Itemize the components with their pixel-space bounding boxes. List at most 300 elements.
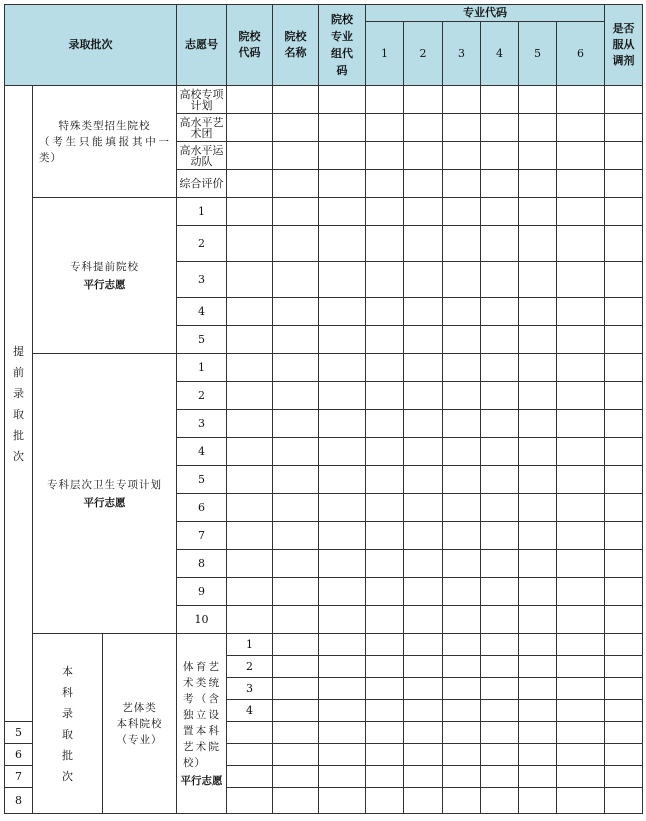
entry-cell[interactable] [605,766,643,788]
special-row-label: 高校专项计划 [177,86,227,114]
entry-cell[interactable] [443,326,481,354]
header-adjust: 是否 服从 调剂 [605,5,643,86]
entry-cell[interactable] [557,326,605,354]
entry-cell[interactable] [481,114,519,142]
choice-number: 8 [5,788,33,814]
entry-cell[interactable] [605,578,643,606]
entry-cell[interactable] [273,142,319,170]
entry-cell[interactable] [605,226,643,262]
entry-cell[interactable] [443,578,481,606]
entry-cell[interactable] [227,382,273,410]
entry-cell[interactable] [319,262,366,298]
entry-cell[interactable] [519,606,557,634]
special-row-label: 高水平艺术团 [177,114,227,142]
choice-number: 7 [5,766,33,788]
entry-cell[interactable] [404,788,443,814]
entry-cell[interactable] [481,382,519,410]
entry-cell[interactable] [519,170,557,198]
entry-cell[interactable] [273,494,319,522]
entry-cell[interactable] [319,744,366,766]
entry-cell[interactable] [319,722,366,744]
entry-cell[interactable] [481,606,519,634]
entry-cell[interactable] [557,550,605,578]
entry-cell[interactable] [319,700,366,722]
entry-cell[interactable] [443,522,481,550]
entry-cell[interactable] [557,788,605,814]
choice-number: 2 [227,656,273,678]
entry-cell[interactable] [481,550,519,578]
entry-cell[interactable] [319,226,366,262]
table-row [5,86,643,114]
entry-cell[interactable] [404,142,443,170]
entry-cell[interactable] [481,494,519,522]
header-school-code: 院校 代码 [227,5,273,86]
entry-cell[interactable] [273,114,319,142]
entry-cell[interactable] [366,226,404,262]
entry-cell[interactable] [443,766,481,788]
entry-cell[interactable] [519,700,557,722]
entry-cell[interactable] [404,438,443,466]
entry-cell[interactable] [404,114,443,142]
entry-cell[interactable] [404,198,443,226]
entry-cell[interactable] [227,578,273,606]
entry-cell[interactable] [519,142,557,170]
entry-cell[interactable] [481,700,519,722]
undergrad-batch-label: 本 科 录 取 批 次 [33,634,103,814]
entry-cell[interactable] [443,722,481,744]
entry-cell[interactable] [227,86,273,114]
entry-cell[interactable] [605,722,643,744]
entry-cell[interactable] [227,354,273,382]
entry-cell[interactable] [366,466,404,494]
entry-cell[interactable] [319,606,366,634]
entry-cell[interactable] [605,354,643,382]
entry-cell[interactable] [366,766,404,788]
major-col-4: 4 [481,22,519,86]
entry-cell[interactable] [319,326,366,354]
entry-cell[interactable] [519,262,557,298]
entry-cell[interactable] [481,262,519,298]
entry-cell[interactable] [519,522,557,550]
choice-number: 10 [177,606,227,634]
entry-cell[interactable] [273,788,319,814]
entry-cell[interactable] [227,298,273,326]
entry-cell[interactable] [481,634,519,656]
health-plan-label: 专科层次卫生专项计划 平行志愿 [33,354,177,634]
entry-cell[interactable] [557,354,605,382]
entry-cell[interactable] [519,722,557,744]
entry-cell[interactable] [519,466,557,494]
entry-cell[interactable] [319,142,366,170]
entry-cell[interactable] [319,298,366,326]
entry-cell[interactable] [366,550,404,578]
choice-number: 3 [177,262,227,298]
entry-cell[interactable] [605,466,643,494]
entry-cell[interactable] [319,788,366,814]
choice-number: 1 [227,634,273,656]
entry-cell[interactable] [519,766,557,788]
entry-cell[interactable] [519,656,557,678]
entry-cell[interactable] [404,226,443,262]
entry-cell[interactable] [319,410,366,438]
entry-cell[interactable] [227,438,273,466]
entry-cell[interactable] [519,326,557,354]
entry-cell[interactable] [227,114,273,142]
entry-cell[interactable] [319,198,366,226]
art-sports-label: 艺体类 本科院校 （专业） [103,634,177,814]
entry-cell[interactable] [519,494,557,522]
entry-cell[interactable] [443,410,481,438]
entry-cell[interactable] [481,656,519,678]
entry-cell[interactable] [557,86,605,114]
entry-cell[interactable] [366,606,404,634]
entry-cell[interactable] [443,382,481,410]
entry-cell[interactable] [605,170,643,198]
entry-cell[interactable] [404,744,443,766]
entry-cell[interactable] [519,788,557,814]
entry-cell[interactable] [443,262,481,298]
entry-cell[interactable] [227,722,273,744]
entry-cell[interactable] [227,410,273,438]
special-row-label: 高水平运动队 [177,142,227,170]
entry-cell[interactable] [605,410,643,438]
entry-cell[interactable] [319,550,366,578]
entry-cell[interactable] [273,326,319,354]
entry-cell[interactable] [273,410,319,438]
entry-cell[interactable] [319,578,366,606]
entry-cell[interactable] [557,114,605,142]
entry-cell[interactable] [557,522,605,550]
entry-cell[interactable] [404,382,443,410]
entry-cell[interactable] [404,634,443,656]
entry-cell[interactable] [605,700,643,722]
entry-cell[interactable] [519,354,557,382]
entry-cell[interactable] [404,262,443,298]
entry-cell[interactable] [605,86,643,114]
entry-cell[interactable] [273,262,319,298]
entry-cell[interactable] [443,170,481,198]
entry-cell[interactable] [319,766,366,788]
entry-cell[interactable] [605,262,643,298]
entry-cell[interactable] [519,438,557,466]
entry-cell[interactable] [319,634,366,656]
entry-cell[interactable] [605,114,643,142]
entry-cell[interactable] [404,298,443,326]
choice-number: 9 [177,578,227,606]
entry-cell[interactable] [404,86,443,114]
entry-cell[interactable] [273,744,319,766]
choice-number: 7 [177,522,227,550]
entry-cell[interactable] [557,142,605,170]
entry-cell[interactable] [319,522,366,550]
entry-cell[interactable] [557,466,605,494]
entry-cell[interactable] [557,198,605,226]
table-row [5,198,643,226]
entry-cell[interactable] [443,634,481,656]
entry-cell[interactable] [273,700,319,722]
entry-cell[interactable] [443,198,481,226]
entry-cell[interactable] [557,170,605,198]
entry-cell[interactable] [481,678,519,700]
entry-cell[interactable] [481,142,519,170]
entry-cell[interactable] [319,382,366,410]
entry-cell[interactable] [519,678,557,700]
entry-cell[interactable] [605,298,643,326]
entry-cell[interactable] [227,466,273,494]
entry-cell[interactable] [366,354,404,382]
entry-cell[interactable] [605,198,643,226]
entry-cell[interactable] [227,606,273,634]
entry-cell[interactable] [366,438,404,466]
entry-cell[interactable] [404,522,443,550]
entry-cell[interactable] [273,678,319,700]
entry-cell[interactable] [273,550,319,578]
entry-cell[interactable] [605,606,643,634]
entry-cell[interactable] [519,578,557,606]
choice-number: 6 [177,494,227,522]
entry-cell[interactable] [519,198,557,226]
entry-cell[interactable] [481,298,519,326]
entry-cell[interactable] [366,170,404,198]
entry-cell[interactable] [366,494,404,522]
entry-cell[interactable] [481,522,519,550]
entry-cell[interactable] [273,606,319,634]
entry-cell[interactable] [227,766,273,788]
entry-cell[interactable] [557,656,605,678]
entry-cell[interactable] [481,788,519,814]
entry-cell[interactable] [366,578,404,606]
entry-cell[interactable] [366,700,404,722]
header-batch: 录取批次 [5,5,177,86]
entry-cell[interactable] [519,634,557,656]
entry-cell[interactable] [443,550,481,578]
table-row [5,354,643,382]
entry-cell[interactable] [557,766,605,788]
entry-cell[interactable] [227,522,273,550]
entry-cell[interactable] [443,298,481,326]
choice-number: 5 [5,722,33,744]
entry-cell[interactable] [366,298,404,326]
entry-cell[interactable] [519,410,557,438]
entry-cell[interactable] [519,226,557,262]
entry-cell[interactable] [557,606,605,634]
entry-cell[interactable] [404,722,443,744]
entry-cell[interactable] [319,170,366,198]
entry-cell[interactable] [319,466,366,494]
entry-cell[interactable] [404,766,443,788]
entry-cell[interactable] [557,578,605,606]
entry-cell[interactable] [481,226,519,262]
entry-cell[interactable] [366,114,404,142]
entry-cell[interactable] [273,170,319,198]
entry-cell[interactable] [443,744,481,766]
entry-cell[interactable] [605,656,643,678]
entry-cell[interactable] [605,382,643,410]
entry-cell[interactable] [557,262,605,298]
entry-cell[interactable] [481,170,519,198]
entry-cell[interactable] [319,678,366,700]
entry-cell[interactable] [605,438,643,466]
entry-cell[interactable] [273,578,319,606]
entry-cell[interactable] [227,226,273,262]
vocational-early-label: 专科提前院校 平行志愿 [33,198,177,354]
entry-cell[interactable] [273,86,319,114]
entry-cell[interactable] [366,722,404,744]
entry-cell[interactable] [273,226,319,262]
entry-cell[interactable] [227,744,273,766]
entry-cell[interactable] [273,522,319,550]
entry-cell[interactable] [366,86,404,114]
entry-cell[interactable] [273,198,319,226]
entry-cell[interactable] [366,142,404,170]
entry-cell[interactable] [404,700,443,722]
choice-number: 4 [177,438,227,466]
entry-cell[interactable] [319,656,366,678]
entry-cell[interactable] [227,326,273,354]
entry-cell[interactable] [366,634,404,656]
entry-cell[interactable] [481,198,519,226]
entry-cell[interactable] [519,382,557,410]
entry-cell[interactable] [481,410,519,438]
entry-cell[interactable] [557,744,605,766]
entry-cell[interactable] [443,606,481,634]
entry-cell[interactable] [443,226,481,262]
entry-cell[interactable] [557,494,605,522]
entry-cell[interactable] [227,198,273,226]
entry-cell[interactable] [481,744,519,766]
entry-cell[interactable] [366,744,404,766]
choice-number: 1 [177,198,227,226]
entry-cell[interactable] [366,382,404,410]
entry-cell[interactable] [227,550,273,578]
entry-cell[interactable] [443,656,481,678]
entry-cell[interactable] [519,550,557,578]
entry-cell[interactable] [481,438,519,466]
entry-cell[interactable] [557,678,605,700]
entry-cell[interactable] [443,678,481,700]
entry-cell[interactable] [319,86,366,114]
entry-cell[interactable] [519,744,557,766]
entry-cell[interactable] [443,494,481,522]
major-col-2: 2 [404,22,443,86]
entry-cell[interactable] [366,656,404,678]
entry-cell[interactable] [557,410,605,438]
choice-number: 3 [177,410,227,438]
entry-cell[interactable] [273,634,319,656]
entry-cell[interactable] [557,382,605,410]
entry-cell[interactable] [605,494,643,522]
entry-cell[interactable] [404,494,443,522]
entry-cell[interactable] [404,466,443,494]
entry-cell[interactable] [557,634,605,656]
entry-cell[interactable] [481,466,519,494]
entry-cell[interactable] [273,722,319,744]
entry-cell[interactable] [227,170,273,198]
entry-cell[interactable] [443,114,481,142]
entry-cell[interactable] [366,410,404,438]
entry-cell[interactable] [319,494,366,522]
header-school-name: 院校 名称 [273,5,319,86]
entry-cell[interactable] [443,466,481,494]
entry-cell[interactable] [443,700,481,722]
entry-cell[interactable] [273,298,319,326]
choice-number: 5 [177,326,227,354]
entry-cell[interactable] [273,656,319,678]
entry-cell[interactable] [404,354,443,382]
entry-cell[interactable] [227,494,273,522]
entry-cell[interactable] [366,262,404,298]
entry-cell[interactable] [319,438,366,466]
entry-cell[interactable] [273,354,319,382]
choice-number: 4 [177,298,227,326]
entry-cell[interactable] [605,522,643,550]
entry-cell[interactable] [273,466,319,494]
choice-number: 4 [227,700,273,722]
entry-cell[interactable] [404,326,443,354]
entry-cell[interactable] [481,766,519,788]
entry-cell[interactable] [605,142,643,170]
entry-cell[interactable] [605,326,643,354]
entry-cell[interactable] [319,354,366,382]
entry-cell[interactable] [519,298,557,326]
entry-cell[interactable] [519,86,557,114]
entry-cell[interactable] [557,700,605,722]
entry-cell[interactable] [366,198,404,226]
entry-cell[interactable] [443,86,481,114]
entry-cell[interactable] [519,114,557,142]
entry-cell[interactable] [404,656,443,678]
entry-cell[interactable] [404,578,443,606]
entry-cell[interactable] [605,744,643,766]
entry-cell[interactable] [404,606,443,634]
entry-cell[interactable] [605,550,643,578]
entry-cell[interactable] [557,226,605,262]
entry-cell[interactable] [273,766,319,788]
header-major-code: 专业代码 [366,5,605,22]
entry-cell[interactable] [557,438,605,466]
entry-cell[interactable] [557,298,605,326]
entry-cell[interactable] [481,326,519,354]
entry-cell[interactable] [404,678,443,700]
entry-cell[interactable] [227,788,273,814]
entry-cell[interactable] [366,788,404,814]
entry-cell[interactable] [366,522,404,550]
entry-cell[interactable] [557,722,605,744]
entry-cell[interactable] [481,578,519,606]
entry-cell[interactable] [443,438,481,466]
entry-cell[interactable] [481,86,519,114]
early-batch-label: 提 前 录 取 批 次 [5,86,33,722]
entry-cell[interactable] [605,634,643,656]
entry-cell[interactable] [319,114,366,142]
entry-cell[interactable] [404,410,443,438]
entry-cell[interactable] [443,354,481,382]
entry-cell[interactable] [443,142,481,170]
entry-cell[interactable] [404,170,443,198]
entry-cell[interactable] [227,262,273,298]
entry-cell[interactable] [605,788,643,814]
entry-cell[interactable] [273,438,319,466]
entry-cell[interactable] [605,678,643,700]
entry-cell[interactable] [443,788,481,814]
entry-cell[interactable] [366,326,404,354]
entry-cell[interactable] [404,550,443,578]
entry-cell[interactable] [366,678,404,700]
entry-cell[interactable] [227,142,273,170]
entry-cell[interactable] [273,382,319,410]
entry-cell[interactable] [481,354,519,382]
entry-cell[interactable] [481,722,519,744]
